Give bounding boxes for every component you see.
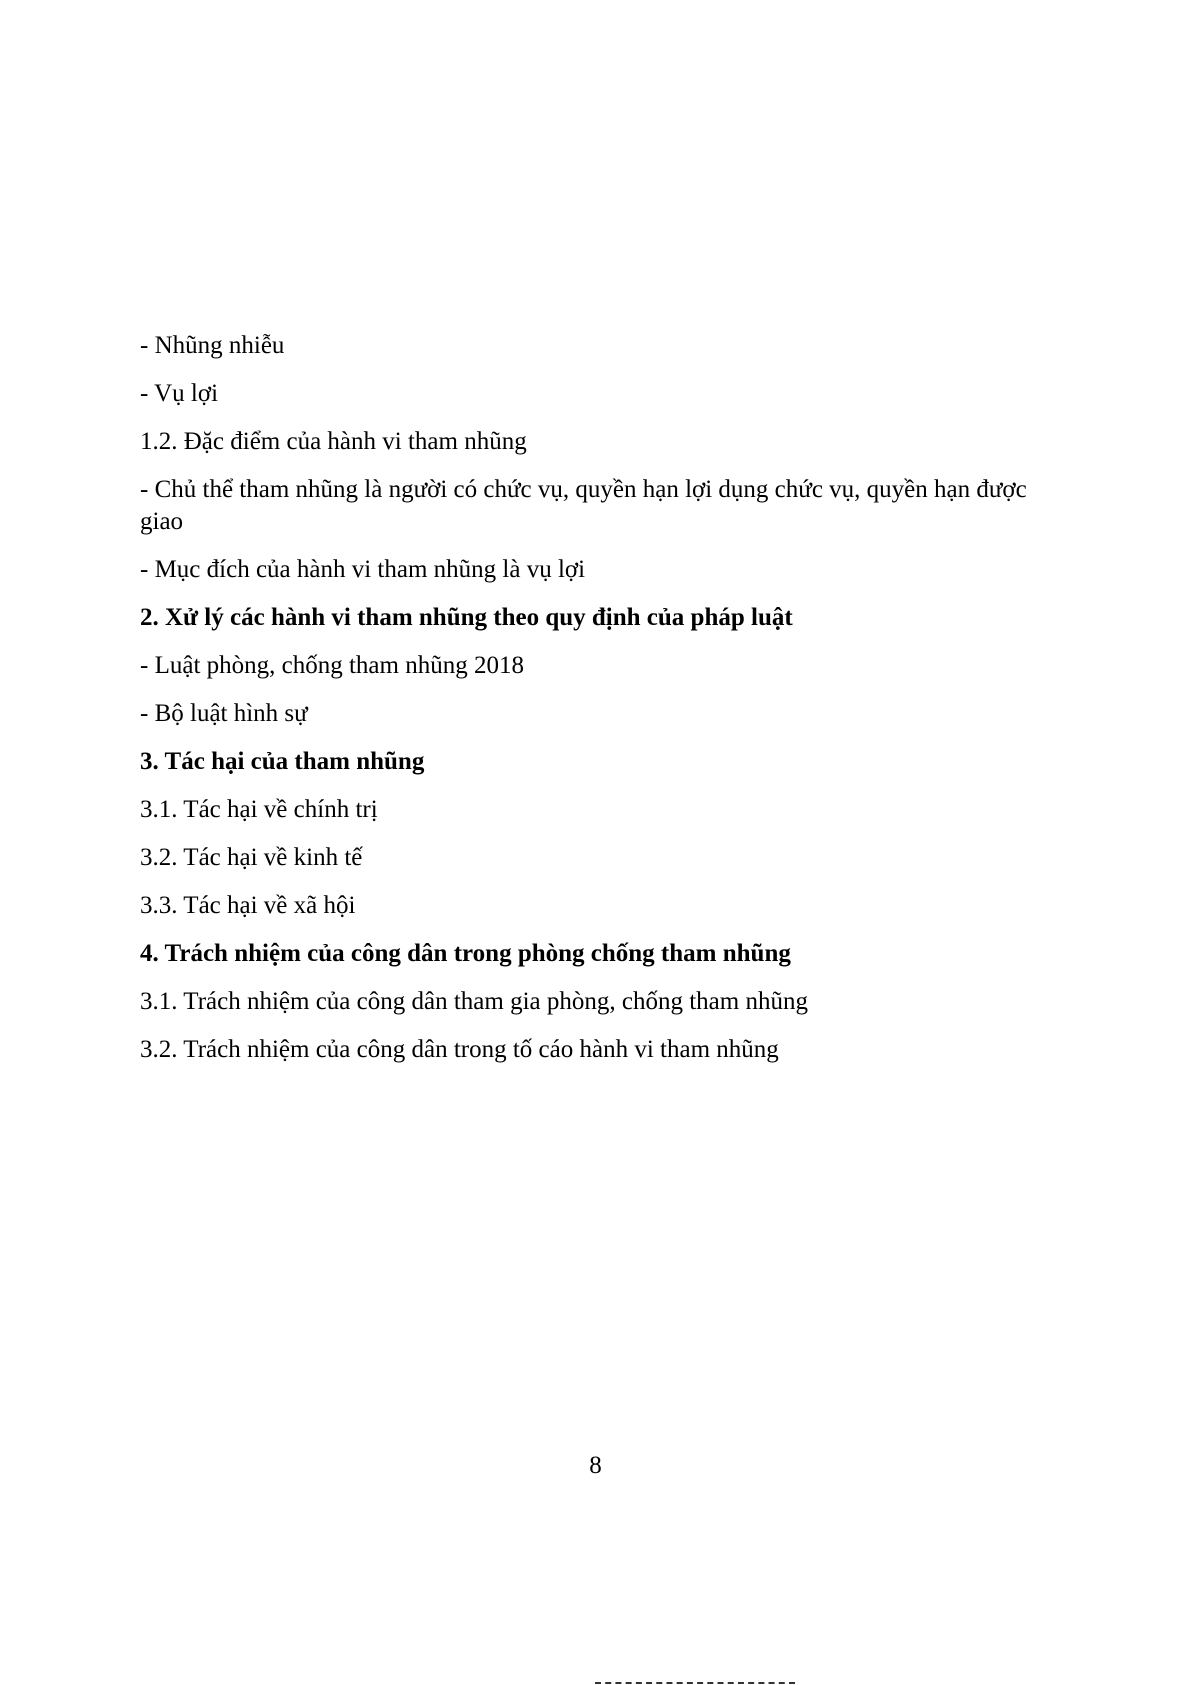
section-heading-trach-nhiem: 4. Trách nhiệm của công dân trong phòng chống tham nhũng <box>140 940 791 967</box>
subheading-trach-nhiem-to-cao: 3.2. Trách nhiệm của công dân trong tố cáo hành vi tham nhũng <box>140 1036 779 1063</box>
section-heading-xu-ly: 2. Xử lý các hành vi tham nhũng theo quy định của pháp luật <box>140 604 793 631</box>
subheading-dac-diem: 1.2. Đặc điểm của hành vi tham nhũng <box>140 428 527 455</box>
list-item-vu-loi: - Vụ lợi <box>140 380 219 407</box>
list-item-bo-luat-hinh-su: - Bộ luật hình sự <box>140 700 308 727</box>
list-item-nhung-nhieu: - Nhũng nhiễu <box>140 332 285 359</box>
list-item-chu-the: - Chủ thể tham nhũng là người có chức vụ, quyền hạn lợi dụng chức vụ, quyền hạn được giao <box>140 476 1027 535</box>
subheading-trach-nhiem-tham-gia: 3.1. Trách nhiệm của công dân tham gia phòng, chống tham nhũng <box>140 988 808 1015</box>
page-number: 8 <box>589 1452 602 1479</box>
list-item-muc-dich: - Mục đích của hành vi tham nhũng là vụ lợi <box>140 556 586 583</box>
section-heading-tac-hai: 3. Tác hại của tham nhũng <box>140 748 425 775</box>
document-body <box>140 330 1070 1082</box>
list-item-luat-phong-chong: - Luật phòng, chống tham nhũng 2018 <box>140 652 524 679</box>
subheading-tac-hai-kinh-te: 3.2. Tác hại về kinh tế <box>140 844 363 871</box>
bottom-divider <box>595 1682 795 1684</box>
subheading-tac-hai-xa-hoi: 3.3. Tác hại về xã hội <box>140 892 356 919</box>
subheading-tac-hai-chinh-tri: 3.1. Tác hại về chính trị <box>140 796 378 823</box>
